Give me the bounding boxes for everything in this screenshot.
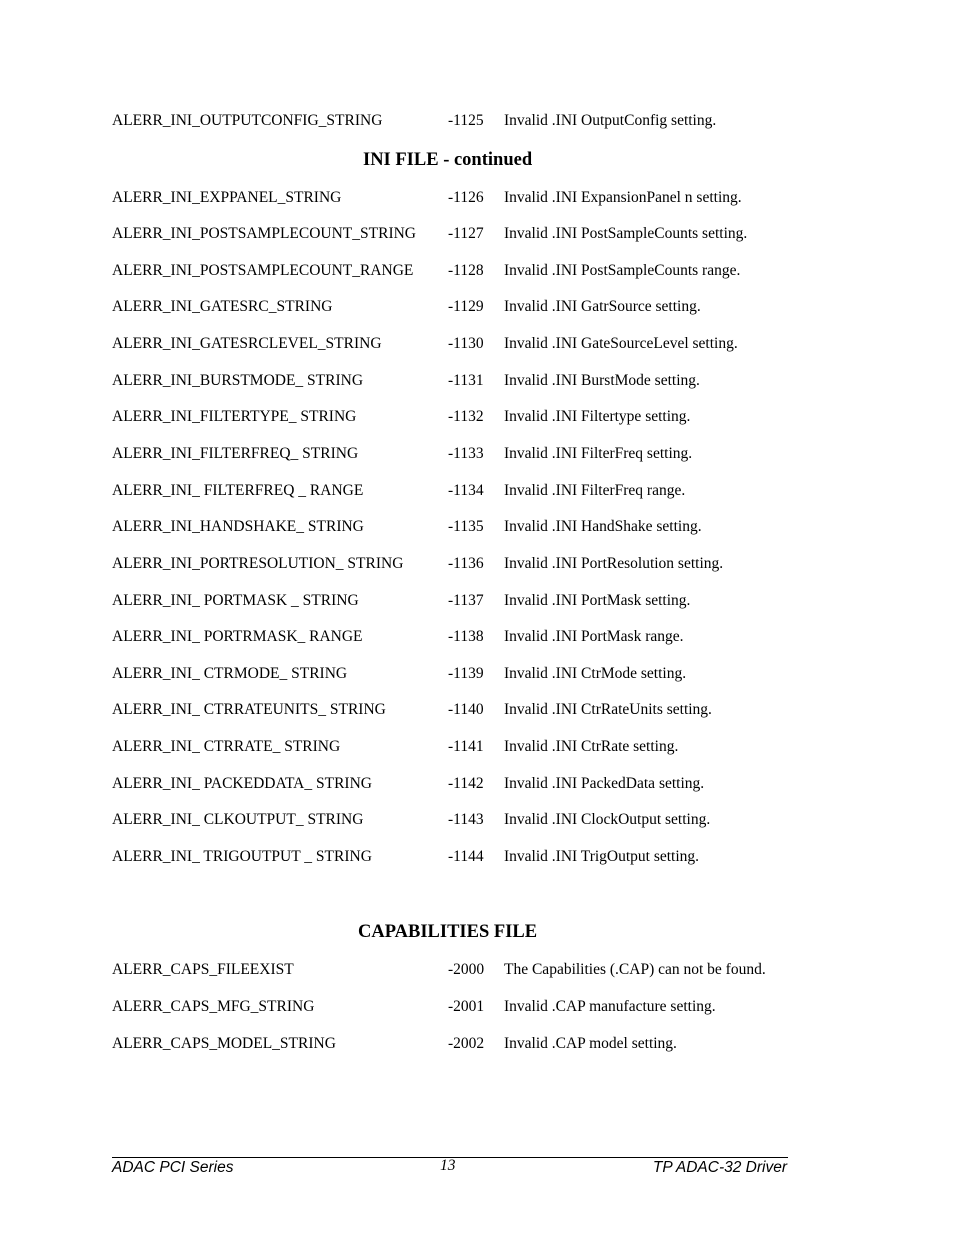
error-row <box>112 297 812 317</box>
error-name: ALERR_INI_ PACKEDDATA_ STRING <box>112 775 372 792</box>
error-code: -1125 <box>448 112 484 129</box>
error-code: -1131 <box>448 372 484 389</box>
error-name: ALERR_INI_ TRIGOUTPUT _ STRING <box>112 848 372 865</box>
error-code: -1142 <box>448 775 484 792</box>
error-row <box>112 960 812 980</box>
error-name: ALERR_INI_GATESRC_STRING <box>112 298 333 315</box>
error-description: Invalid .INI PortResolution setting. <box>504 555 724 572</box>
error-name: ALERR_INI_ CTRRATE_ STRING <box>112 738 341 755</box>
error-row <box>112 1034 812 1054</box>
error-name: ALERR_CAPS_MFG_STRING <box>112 998 315 1015</box>
error-code: -1126 <box>448 189 484 206</box>
error-description: Invalid .INI HandShake setting. <box>504 518 702 535</box>
error-row <box>112 371 812 391</box>
error-name: ALERR_INI_ PORTMASK _ STRING <box>112 592 359 609</box>
error-name: ALERR_INI_FILTERFREQ_ STRING <box>112 445 359 462</box>
error-code: -1128 <box>448 262 484 279</box>
error-name: ALERR_INI_BURSTMODE_ STRING <box>112 372 364 389</box>
error-row <box>112 700 812 720</box>
error-name: ALERR_INI_GATESRCLEVEL_STRING <box>112 335 382 352</box>
error-code: -1137 <box>448 592 484 609</box>
error-row <box>112 444 812 464</box>
error-description: Invalid .INI PostSampleCounts range. <box>504 262 741 279</box>
error-name: ALERR_INI_HANDSHAKE_ STRING <box>112 518 364 535</box>
error-description: Invalid .INI GateSourceLevel setting. <box>504 335 738 352</box>
error-description: Invalid .INI FilterFreq setting. <box>504 445 693 462</box>
error-name: ALERR_INI_POSTSAMPLECOUNT_STRING <box>112 225 416 242</box>
error-description: Invalid .INI FilterFreq range. <box>504 482 686 499</box>
section-heading-ini: INI FILE - continued <box>363 150 533 170</box>
error-description: Invalid .INI PostSampleCounts setting. <box>504 225 748 242</box>
error-code: -1130 <box>448 335 484 352</box>
error-row <box>112 554 812 574</box>
error-row <box>112 591 812 611</box>
error-description: Invalid .INI CtrRate setting. <box>504 738 679 755</box>
error-description: Invalid .INI GatrSource setting. <box>504 298 701 315</box>
error-code: -1134 <box>448 482 484 499</box>
error-name: ALERR_CAPS_FILEEXIST <box>112 961 294 978</box>
error-row <box>112 517 812 537</box>
error-row <box>112 627 812 647</box>
error-row <box>112 774 812 794</box>
error-code: -1133 <box>448 445 484 462</box>
error-row <box>112 664 812 684</box>
error-description: Invalid .INI CtrRateUnits setting. <box>504 701 712 718</box>
error-code: -1141 <box>448 738 484 755</box>
error-code: -1135 <box>448 518 484 535</box>
error-row <box>112 111 812 131</box>
error-row <box>112 810 812 830</box>
error-description: The Capabilities (.CAP) can not be found. <box>504 961 766 978</box>
error-code: -1138 <box>448 628 484 645</box>
error-row <box>112 407 812 427</box>
error-code: -1140 <box>448 701 484 718</box>
footer-series-title: ADAC PCI Series <box>112 1159 234 1176</box>
error-description: Invalid .INI CtrMode setting. <box>504 665 687 682</box>
error-row <box>112 737 812 757</box>
error-name: ALERR_INI_ CLKOUTPUT_ STRING <box>112 811 364 828</box>
error-row <box>112 188 812 208</box>
error-name: ALERR_INI_ CTRRATEUNITS_ STRING <box>112 701 386 718</box>
error-name: ALERR_INI_ PORTRMASK_ RANGE <box>112 628 363 645</box>
error-code: -2002 <box>448 1035 485 1052</box>
error-name: ALERR_INI_PORTRESOLUTION_ STRING <box>112 555 404 572</box>
footer-driver-title: TP ADAC-32 Driver <box>652 1159 787 1176</box>
error-name: ALERR_INI_EXPPANEL_STRING <box>112 189 342 206</box>
error-code: -1144 <box>448 848 484 865</box>
section-heading-capabilities: CAPABILITIES FILE <box>358 922 538 942</box>
error-name: ALERR_INI_POSTSAMPLECOUNT_RANGE <box>112 262 414 279</box>
error-row <box>112 224 812 244</box>
error-description: Invalid .INI PortMask range. <box>504 628 684 645</box>
error-code: -2000 <box>448 961 485 978</box>
error-code: -1143 <box>448 811 484 828</box>
error-description: Invalid .INI PortMask setting. <box>504 592 691 609</box>
error-description: Invalid .INI PackedData setting. <box>504 775 705 792</box>
error-code: -1136 <box>448 555 484 572</box>
error-description: Invalid .INI BurstMode setting. <box>504 372 700 389</box>
error-description: Invalid .INI OutputConfig setting. <box>504 112 717 129</box>
error-code: -1139 <box>448 665 484 682</box>
page-number: 13 <box>440 1157 456 1174</box>
error-description: Invalid .INI Filtertype setting. <box>504 408 691 425</box>
error-name: ALERR_INI_ FILTERFREQ _ RANGE <box>112 482 364 499</box>
error-name: ALERR_INI_ CTRMODE_ STRING <box>112 665 348 682</box>
error-code: -1127 <box>448 225 484 242</box>
error-code: -2001 <box>448 998 485 1015</box>
error-code: -1132 <box>448 408 484 425</box>
error-description: Invalid .CAP model setting. <box>504 1035 677 1052</box>
error-description: Invalid .CAP manufacture setting. <box>504 998 716 1015</box>
error-name: ALERR_CAPS_MODEL_STRING <box>112 1035 336 1052</box>
error-code: -1129 <box>448 298 484 315</box>
error-description: Invalid .INI ExpansionPanel n setting. <box>504 189 742 206</box>
error-row <box>112 261 812 281</box>
error-row <box>112 334 812 354</box>
error-name: ALERR_INI_OUTPUTCONFIG_STRING <box>112 112 383 129</box>
error-name: ALERR_INI_FILTERTYPE_ STRING <box>112 408 357 425</box>
error-row <box>112 481 812 501</box>
error-description: Invalid .INI TrigOutput setting. <box>504 848 700 865</box>
error-row <box>112 847 812 867</box>
error-row <box>112 997 812 1017</box>
error-description: Invalid .INI ClockOutput setting. <box>504 811 711 828</box>
